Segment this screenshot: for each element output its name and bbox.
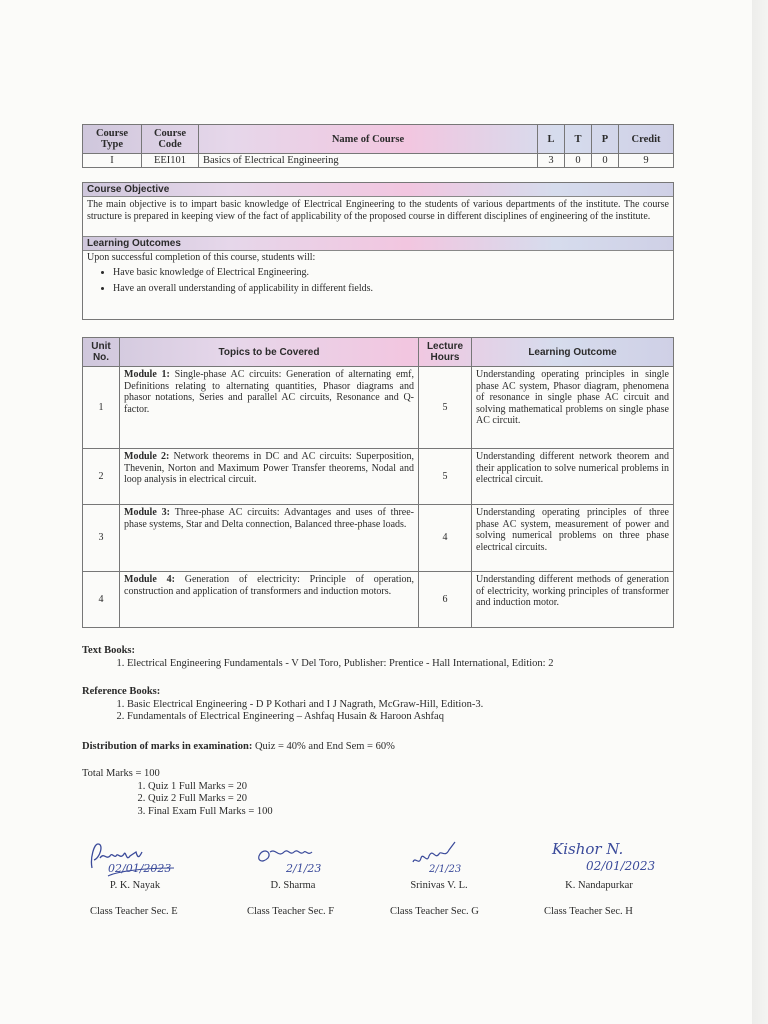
course-objective-text: The main objective is to impart basic knowledge of Electrical Engineering to the students of various departments of the institute. The course structure is prepared in keeping view of the fact of applicability of the proposed course in different disciplines of engineering of the institute. [83, 197, 673, 237]
module-row [83, 449, 674, 505]
module-title: Module 4: [124, 574, 175, 585]
l-header: L [538, 125, 565, 154]
course-objective-heading: Course Objective [83, 183, 673, 197]
signature-block-g [364, 838, 514, 891]
course-name-header: Name of Course [199, 125, 538, 154]
signer-role: Class Teacher Sec. E [90, 906, 178, 917]
signature-srinivas [399, 838, 479, 880]
course-type-header: Course Type [83, 125, 142, 154]
module-topic [120, 367, 419, 449]
signer-name: P. K. Nayak [109, 880, 161, 891]
course-credit: 9 [619, 154, 674, 168]
signature-block-e [60, 838, 210, 891]
module-topic-text: Single-phase AC circuits: Generation of alternating emf, Definitions relating to alternating quantities, Phasor diagrams and phasor notations, Series and parallel AC circuits, Resonance and Q-factor. [124, 369, 414, 415]
lecture-hours: 5 [419, 449, 472, 505]
signature-pk-nayak [80, 838, 190, 880]
signer-name: K. Nandapurkar [565, 880, 633, 891]
signer-role: Class Teacher Sec. F [247, 906, 335, 917]
svg-text:2/1/23: 2/1/23 [429, 864, 462, 875]
text-books-list [82, 658, 553, 671]
topics-header: Topics to be Covered [120, 338, 419, 367]
unit-number: 3 [83, 505, 120, 572]
signer-role: Class Teacher Sec. H [544, 906, 633, 917]
module-topic [120, 449, 419, 505]
page-edge [752, 0, 768, 1024]
module-row [83, 572, 674, 628]
learning-outcomes-intro: Upon successful completion of this course, students will: [87, 252, 316, 263]
unit-number: 4 [83, 572, 120, 628]
text-books-section [82, 645, 553, 670]
learning-outcomes-heading: Learning Outcomes [83, 237, 673, 251]
course-table [82, 124, 674, 168]
svg-text:02/01/2023: 02/01/2023 [108, 862, 172, 875]
module-title: Module 1: [124, 369, 170, 380]
signature-block-f [218, 840, 368, 891]
credit-header: Credit [619, 125, 674, 154]
marks-list [82, 781, 273, 819]
unit-no-header: Unit No. [83, 338, 120, 367]
distribution-line [82, 741, 395, 754]
course-type: I [83, 154, 142, 168]
text-book-item: 1. Electrical Engineering Fundamentals - V Del Toro, Publisher: Prentice - Hall International, Edition: 2 [127, 658, 553, 671]
marks-item: 3. Final Exam Full Marks = 100 [148, 806, 273, 819]
module-outcome: Understanding different methods of generation of electricity, working principles of transformer and induction motor. [472, 572, 674, 628]
module-topic [120, 572, 419, 628]
learning-outcome-item: • Have basic knowledge of Electrical Engineering. [113, 265, 673, 281]
module-outcome: Understanding operating principles of three phase AC system, measurement of power and solving numerical problems on three phase electrical circuits. [472, 505, 674, 572]
total-marks: Total Marks = 100 [82, 768, 160, 779]
unit-number: 1 [83, 367, 120, 449]
learning-outcomes-list [83, 265, 673, 297]
course-l: 3 [538, 154, 565, 168]
course-header-row [83, 125, 674, 154]
reference-books-section [82, 686, 483, 724]
signature-k-nandapurkar [534, 832, 664, 880]
reference-books-heading: Reference Books: [82, 686, 161, 697]
p-header: P [592, 125, 619, 154]
module-row [83, 505, 674, 572]
svg-text:Kishor N.: Kishor N. [552, 840, 624, 858]
svg-text:02/01/2023: 02/01/2023 [586, 859, 656, 873]
reference-books-list [82, 699, 483, 724]
learning-outcome-item: • Have an overall understanding of applicability in different fields. [113, 281, 673, 297]
text-books-heading: Text Books: [82, 645, 135, 656]
reference-book-item: 2. Fundamentals of Electrical Engineering – Ashfaq Husain & Haroon Ashfaq [127, 711, 483, 724]
module-topic-text: Network theorems in DC and AC circuits: Superposition, Thevenin, Norton and Maximum Power Transfer theorems, Nodal and loop analysis in electrical circuit. [124, 451, 414, 485]
lecture-hours: 5 [419, 367, 472, 449]
module-table [82, 337, 674, 628]
course-t: 0 [565, 154, 592, 168]
objective-box [82, 182, 674, 320]
course-code-header: Course Code [142, 125, 199, 154]
module-title: Module 2: [124, 451, 170, 462]
course-name: Basics of Electrical Engineering [199, 154, 538, 168]
unit-number: 2 [83, 449, 120, 505]
module-row [83, 367, 674, 449]
learning-outcome-header: Learning Outcome [472, 338, 674, 367]
marks-item: 1. Quiz 1 Full Marks = 20 [148, 781, 273, 794]
module-topic [120, 505, 419, 572]
module-header-row [83, 338, 674, 367]
t-header: T [565, 125, 592, 154]
module-outcome: Understanding operating principles in single phase AC system, Phasor diagram, phenomena of resonance in single phase AC circuit and solving mathematical problems on single phase AC circuit. [472, 367, 674, 449]
lecture-hours: 4 [419, 505, 472, 572]
signer-name: Srinivas V. L. [410, 880, 468, 891]
signature-block-h [524, 832, 674, 891]
signer-name: D. Sharma [270, 880, 316, 891]
distribution-label: Distribution of marks in examination: [82, 741, 253, 752]
svg-text:2/1/23: 2/1/23 [286, 862, 322, 875]
signature-d-sharma [248, 840, 338, 880]
lecture-hours: 6 [419, 572, 472, 628]
lecture-hours-header: Lecture Hours [419, 338, 472, 367]
marks-item: 2. Quiz 2 Full Marks = 20 [148, 793, 273, 806]
distribution-value: Quiz = 40% and End Sem = 60% [254, 741, 395, 752]
module-title: Module 3: [124, 507, 171, 518]
course-code: EEI101 [142, 154, 199, 168]
module-outcome: Understanding different network theorem and their application to solve numerical problems in electrical circuit. [472, 449, 674, 505]
signer-role: Class Teacher Sec. G [390, 906, 479, 917]
course-p: 0 [592, 154, 619, 168]
module-topic-text: Three-phase AC circuits: Advantages and uses of three-phase systems, Star and Delta connection, Balanced three-phase loads. [124, 507, 414, 530]
module-topic-text: Generation of electricity: Principle of operation, construction and application of transformers and induction motors. [124, 574, 414, 597]
course-row [83, 154, 674, 168]
marks-section [82, 768, 273, 818]
reference-book-item: 1. Basic Electrical Engineering - D P Kothari and I J Nagrath, McGraw-Hill, Edition-3. [127, 699, 483, 712]
